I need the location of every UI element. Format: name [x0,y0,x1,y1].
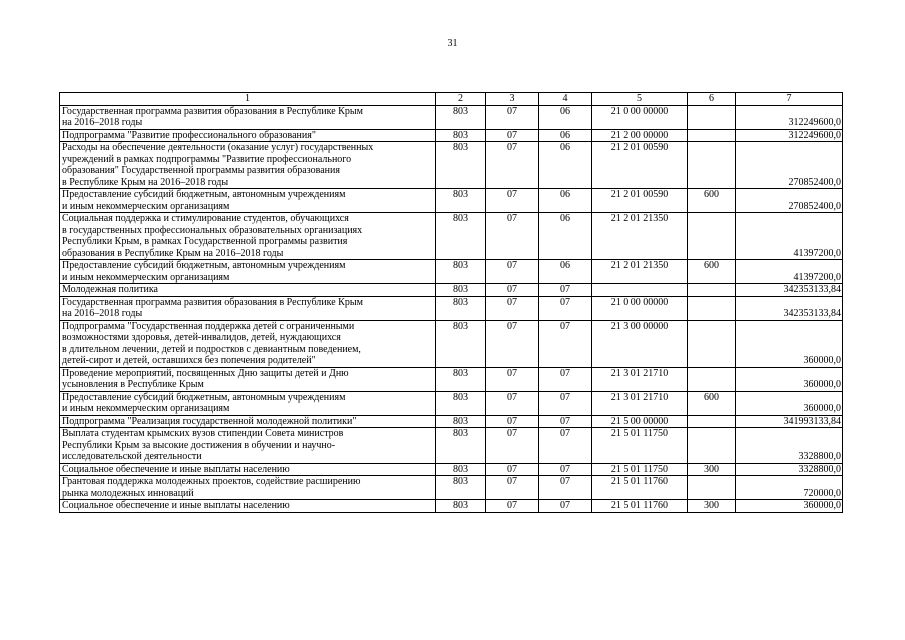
column-header: 1 [60,93,436,106]
ministry-code-cell: 803 [436,189,486,213]
table-row [60,213,843,260]
row-description: Государственная программа развития образования в Республике Крым на 2016–2018 годы [60,105,436,129]
amount-cell: 360000,0 [736,320,843,367]
column-header: 4 [539,93,592,106]
expense-type-cell [688,296,736,320]
ministry-code-cell: 803 [436,129,486,142]
ministry-code-cell: 803 [436,296,486,320]
subsection-code-cell: 07 [539,367,592,391]
section-code-cell: 07 [486,189,539,213]
amount-cell: 312249600,0 [736,105,843,129]
section-code-cell: 07 [486,284,539,297]
subsection-code-cell: 06 [539,189,592,213]
subsection-code-cell: 07 [539,428,592,464]
section-code-cell: 07 [486,105,539,129]
subsection-code-cell: 06 [539,129,592,142]
expense-type-cell: 600 [688,189,736,213]
expense-type-cell [688,415,736,428]
section-code-cell: 07 [486,320,539,367]
amount-cell: 3328800,0 [736,463,843,476]
expense-type-cell: 600 [688,260,736,284]
target-article-cell: 21 2 01 00590 [592,142,688,189]
target-article-cell: 21 2 01 21350 [592,213,688,260]
ministry-code-cell: 803 [436,284,486,297]
ministry-code-cell: 803 [436,476,486,500]
table-row [60,189,843,213]
row-description: Социальная поддержка и стимулирование студентов, обучающихся в государственных профессиональных образовательных организациях Республики Крым, в рамках Государственной программы развития образования в Республике Крым на 2016–2018 годы [60,213,436,260]
target-article-cell: 21 3 01 21710 [592,367,688,391]
expense-type-cell [688,142,736,189]
section-code-cell: 07 [486,476,539,500]
section-code-cell: 07 [486,428,539,464]
section-code-cell: 07 [486,391,539,415]
target-article-cell: 21 5 01 11750 [592,463,688,476]
ministry-code-cell: 803 [436,260,486,284]
table-row [60,463,843,476]
expense-type-cell [688,213,736,260]
target-article-cell: 21 5 01 11760 [592,476,688,500]
amount-cell: 270852400,0 [736,142,843,189]
row-description: Подпрограмма "Реализация государственной молодежной политики" [60,415,436,428]
section-code-cell: 07 [486,296,539,320]
amount-cell: 41397200,0 [736,213,843,260]
expense-type-cell: 600 [688,391,736,415]
amount-cell: 270852400,0 [736,189,843,213]
amount-cell: 341993133,84 [736,415,843,428]
row-description: Социальное обеспечение и иные выплаты населению [60,500,436,513]
ministry-code-cell: 803 [436,500,486,513]
target-article-cell: 21 0 00 00000 [592,105,688,129]
target-article-cell: 21 5 00 00000 [592,415,688,428]
table-row [60,320,843,367]
ministry-code-cell: 803 [436,213,486,260]
target-article-cell: 21 5 01 11750 [592,428,688,464]
subsection-code-cell: 07 [539,296,592,320]
amount-cell: 360000,0 [736,500,843,513]
expense-type-cell [688,129,736,142]
column-header: 5 [592,93,688,106]
row-description: Предоставление субсидий бюджетным, автономным учреждениям и иным некоммерческим организациям [60,189,436,213]
amount-cell: 720000,0 [736,476,843,500]
target-article-cell: 21 2 01 21350 [592,260,688,284]
subsection-code-cell: 07 [539,500,592,513]
table-row [60,296,843,320]
expense-type-cell [688,367,736,391]
column-header: 3 [486,93,539,106]
ministry-code-cell: 803 [436,142,486,189]
target-article-cell: 21 0 00 00000 [592,296,688,320]
section-code-cell: 07 [486,129,539,142]
section-code-cell: 07 [486,415,539,428]
row-description: Социальное обеспечение и иные выплаты населению [60,463,436,476]
table-row [60,105,843,129]
amount-cell: 360000,0 [736,391,843,415]
ministry-code-cell: 803 [436,463,486,476]
subsection-code-cell: 07 [539,391,592,415]
target-article-cell: 21 2 00 00000 [592,129,688,142]
amount-cell: 360000,0 [736,367,843,391]
expense-type-cell [688,428,736,464]
table-row [60,415,843,428]
amount-cell: 312249600,0 [736,129,843,142]
target-article-cell: 21 3 01 21710 [592,391,688,415]
subsection-code-cell: 07 [539,415,592,428]
amount-cell: 3328800,0 [736,428,843,464]
target-article-cell: 21 5 01 11760 [592,500,688,513]
table-row [60,367,843,391]
subsection-code-cell: 07 [539,476,592,500]
ministry-code-cell: 803 [436,320,486,367]
section-code-cell: 07 [486,142,539,189]
subsection-code-cell: 07 [539,463,592,476]
expense-type-cell: 300 [688,463,736,476]
row-description: Выплата студентам крымских вузов стипендии Совета министров Республики Крым за высокие достижения в обучении и научно- исследовательской деятельности [60,428,436,464]
table-row [60,500,843,513]
ministry-code-cell: 803 [436,428,486,464]
row-description: Грантовая поддержка молодежных проектов, содействие расширению рынка молодежных инноваций [60,476,436,500]
subsection-code-cell: 06 [539,142,592,189]
subsection-code-cell: 07 [539,284,592,297]
row-description: Расходы на обеспечение деятельности (оказание услуг) государственных учреждений в рамках подпрограммы "Развитие профессионального образования" Государственной программы развития образования в Республике Крым на 2016–2018 годы [60,142,436,189]
row-description: Молодежная политика [60,284,436,297]
page-number: 31 [447,38,458,49]
expense-type-cell [688,476,736,500]
table-row [60,142,843,189]
ministry-code-cell: 803 [436,415,486,428]
expense-type-cell: 300 [688,500,736,513]
row-description: Подпрограмма "Развитие профессионального образования" [60,129,436,142]
section-code-cell: 07 [486,213,539,260]
ministry-code-cell: 803 [436,391,486,415]
table-header-row [60,93,843,106]
table-row [60,284,843,297]
amount-cell: 342353133,84 [736,296,843,320]
amount-cell: 342353133,84 [736,284,843,297]
target-article-cell [592,284,688,297]
table-row [60,129,843,142]
row-description: Предоставление субсидий бюджетным, автономным учреждениям и иным некоммерческим организациям [60,260,436,284]
ministry-code-cell: 803 [436,367,486,391]
amount-cell: 41397200,0 [736,260,843,284]
row-description: Проведение мероприятий, посвященных Дню защиты детей и Дню усыновления в Республике Крым [60,367,436,391]
section-code-cell: 07 [486,367,539,391]
section-code-cell: 07 [486,500,539,513]
budget-table [59,92,843,513]
table-row [60,428,843,464]
row-description: Государственная программа развития образования в Республике Крым на 2016–2018 годы [60,296,436,320]
expense-type-cell [688,105,736,129]
target-article-cell: 21 2 01 00590 [592,189,688,213]
subsection-code-cell: 06 [539,260,592,284]
expense-type-cell [688,320,736,367]
subsection-code-cell: 07 [539,320,592,367]
target-article-cell: 21 3 00 00000 [592,320,688,367]
table-row [60,476,843,500]
table-row [60,391,843,415]
column-header: 2 [436,93,486,106]
subsection-code-cell: 06 [539,213,592,260]
row-description: Предоставление субсидий бюджетным, автономным учреждениям и иным некоммерческим организациям [60,391,436,415]
table-row [60,260,843,284]
expense-type-cell [688,284,736,297]
column-header: 7 [736,93,843,106]
subsection-code-cell: 06 [539,105,592,129]
column-header: 6 [688,93,736,106]
section-code-cell: 07 [486,463,539,476]
ministry-code-cell: 803 [436,105,486,129]
section-code-cell: 07 [486,260,539,284]
row-description: Подпрограмма "Государственная поддержка детей с ограниченными возможностями здоровья, детей-инвалидов, детей, нуждающихся в длительном лечении, детей и подростков с девиантным поведением, детей-сирот и детей, оставшихся без попечения родителей" [60,320,436,367]
